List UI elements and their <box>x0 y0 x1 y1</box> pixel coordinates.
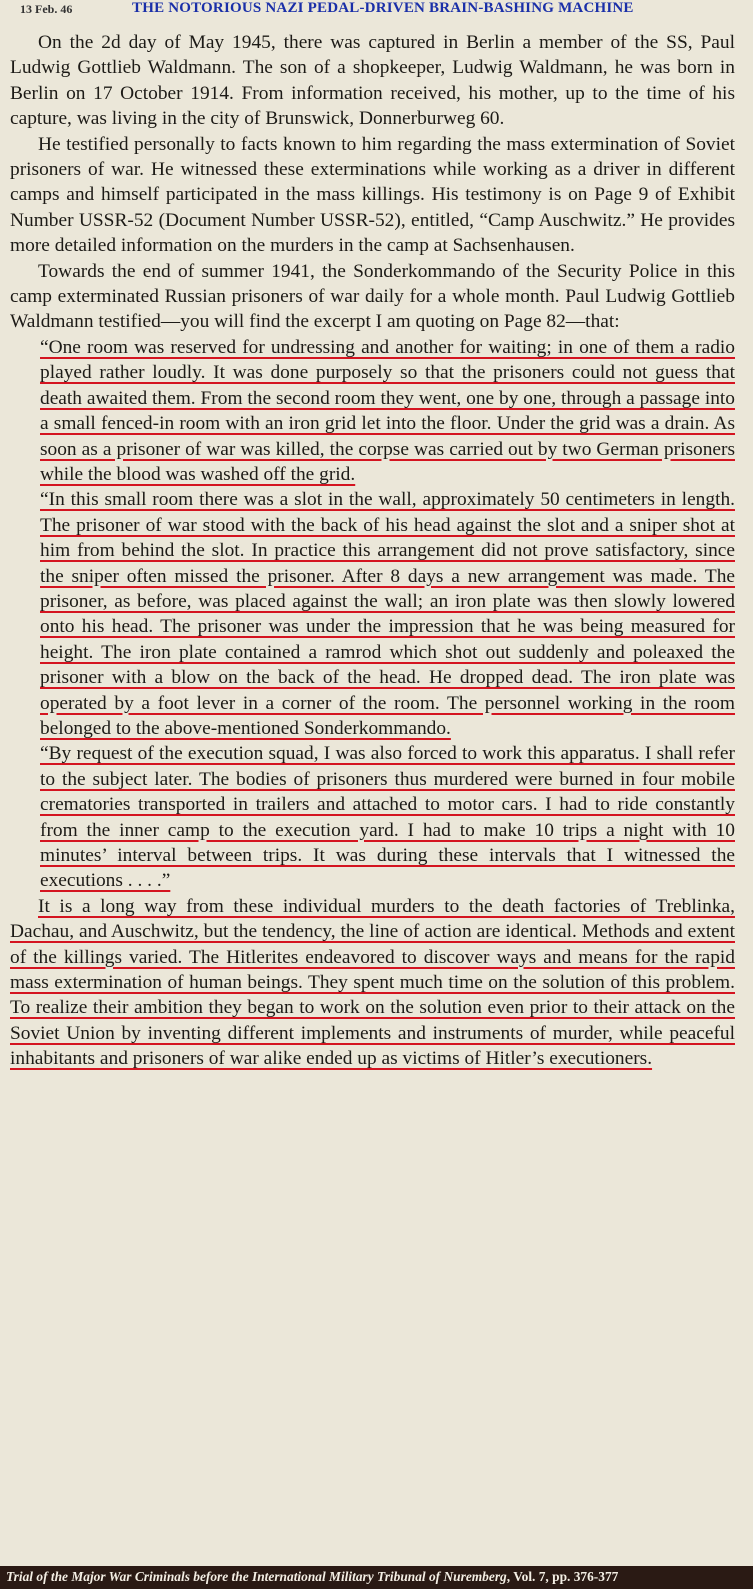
citation-volume-pages: , Vol. 7, pp. 376-377 <box>506 1569 619 1584</box>
quote-paragraph-rooms: “One room was reserved for undressing and another for waiting; in one of them a radio played rather loudly. It was done purposely so that the prisoners could not guess that death awaited them. From the second room they went, one by one, through a passage into a small fenced-in room with an iron grid let into the floor. Under the grid was a drain. As soon as a prisoner of war was killed, the corpse was carried out by two German prisoners while the blood was washed off the grid. <box>40 336 735 485</box>
quote-paragraph-machine: “In this small room there was a slot in the wall, approximately 50 centimeters in length. The prisoner of war stood with the back of his head against the slot and a sniper shot at him from behind the slot. In practice this arrangement did not prove satisfactory, since the sniper often missed the prisoner. After 8 days a new arrangement was made. The prisoner, as before, was placed against the wall; an iron plate was then slowly lowered onto his head. The prisoner was under the impression that he was being measured for height. The iron plate contained a ramrod which shot out suddenly and poleaxed the prisoner with a blow on the back of the head. He dropped dead. The iron plate was operated by a foot lever in a corner of the room. The personnel working in the room belonged to the above-mentioned Sonderkommando. <box>40 489 735 739</box>
citation-title: Trial of the Major War Criminals before the International Military Tribunal of Nuremberg <box>6 1569 507 1584</box>
page-date: 13 Feb. 46 <box>20 2 73 16</box>
page-header <box>0 0 753 22</box>
citation-footer <box>0 1566 753 1589</box>
paragraph-capture: On the 2d day of May 1945, there was captured in Berlin a member of the SS, Paul Ludwig Gottlieb Waldmann. The son of a shopkeeper, Ludwig Waldmann, he was born in Berlin on 17 October 1914. From information received, his mother, up to the time of his capture, was living in the city of Brunswick, Donnerburweg 60. <box>10 32 735 130</box>
paragraph-testimony: He testified personally to facts known to him regarding the mass extermination of Soviet prisoners of war. He witnessed these exterminations while working as a driver in different camps and himself participated in the mass killings. His testimony is on Page 9 of Exhibit Number USSR-52 (Document Number USSR-52), entitled, “Camp Auschwitz.” He provides more detailed information on the murders in the camp at Sachsenhausen. <box>10 133 735 257</box>
paragraph-conclusion: It is a long way from these individual murders to the death factories of Treblinka, Dachau, and Auschwitz, but the tendency, the line of action are identical. Methods and extent of the killings varied. The Hitlerites endeavored to discover ways and means for the rapid mass extermination of human beings. They spent much time on the solution of this problem. To realize their ambition they began to work on the solution even prior to their attack on the Soviet Union by inventing different implements and instruments of murder, while peaceful inhabitants and prisoners of war alike ended up as victims of Hitler’s executioners. <box>10 895 735 1070</box>
citation-text <box>6 1569 618 1585</box>
document-body <box>10 30 735 1072</box>
quote-paragraph-crematories: “By request of the execution squad, I was also forced to work this apparatus. I shall refer to the subject later. The bodies of prisoners thus murdered were burned in four mobile crematories transported in trailers and attached to motor cars. I had to ride constantly from the inner camp to the execution yard. I had to make 10 trips a night with 10 minutes’ interval between trips. It was during these intervals that I witnessed the executions . . . .” <box>40 743 735 892</box>
paragraph-sonderkommando: Towards the end of summer 1941, the Sonderkommando of the Security Police in this camp exterminated Russian prisoners of war daily for a whole month. Paul Ludwig Gottlieb Waldmann testified—you will find the excerpt I am quoting on Page 82—that: <box>10 260 735 333</box>
page-title: THE NOTORIOUS NAZI PEDAL-DRIVEN BRAIN-BASHING MACHINE <box>132 0 634 16</box>
